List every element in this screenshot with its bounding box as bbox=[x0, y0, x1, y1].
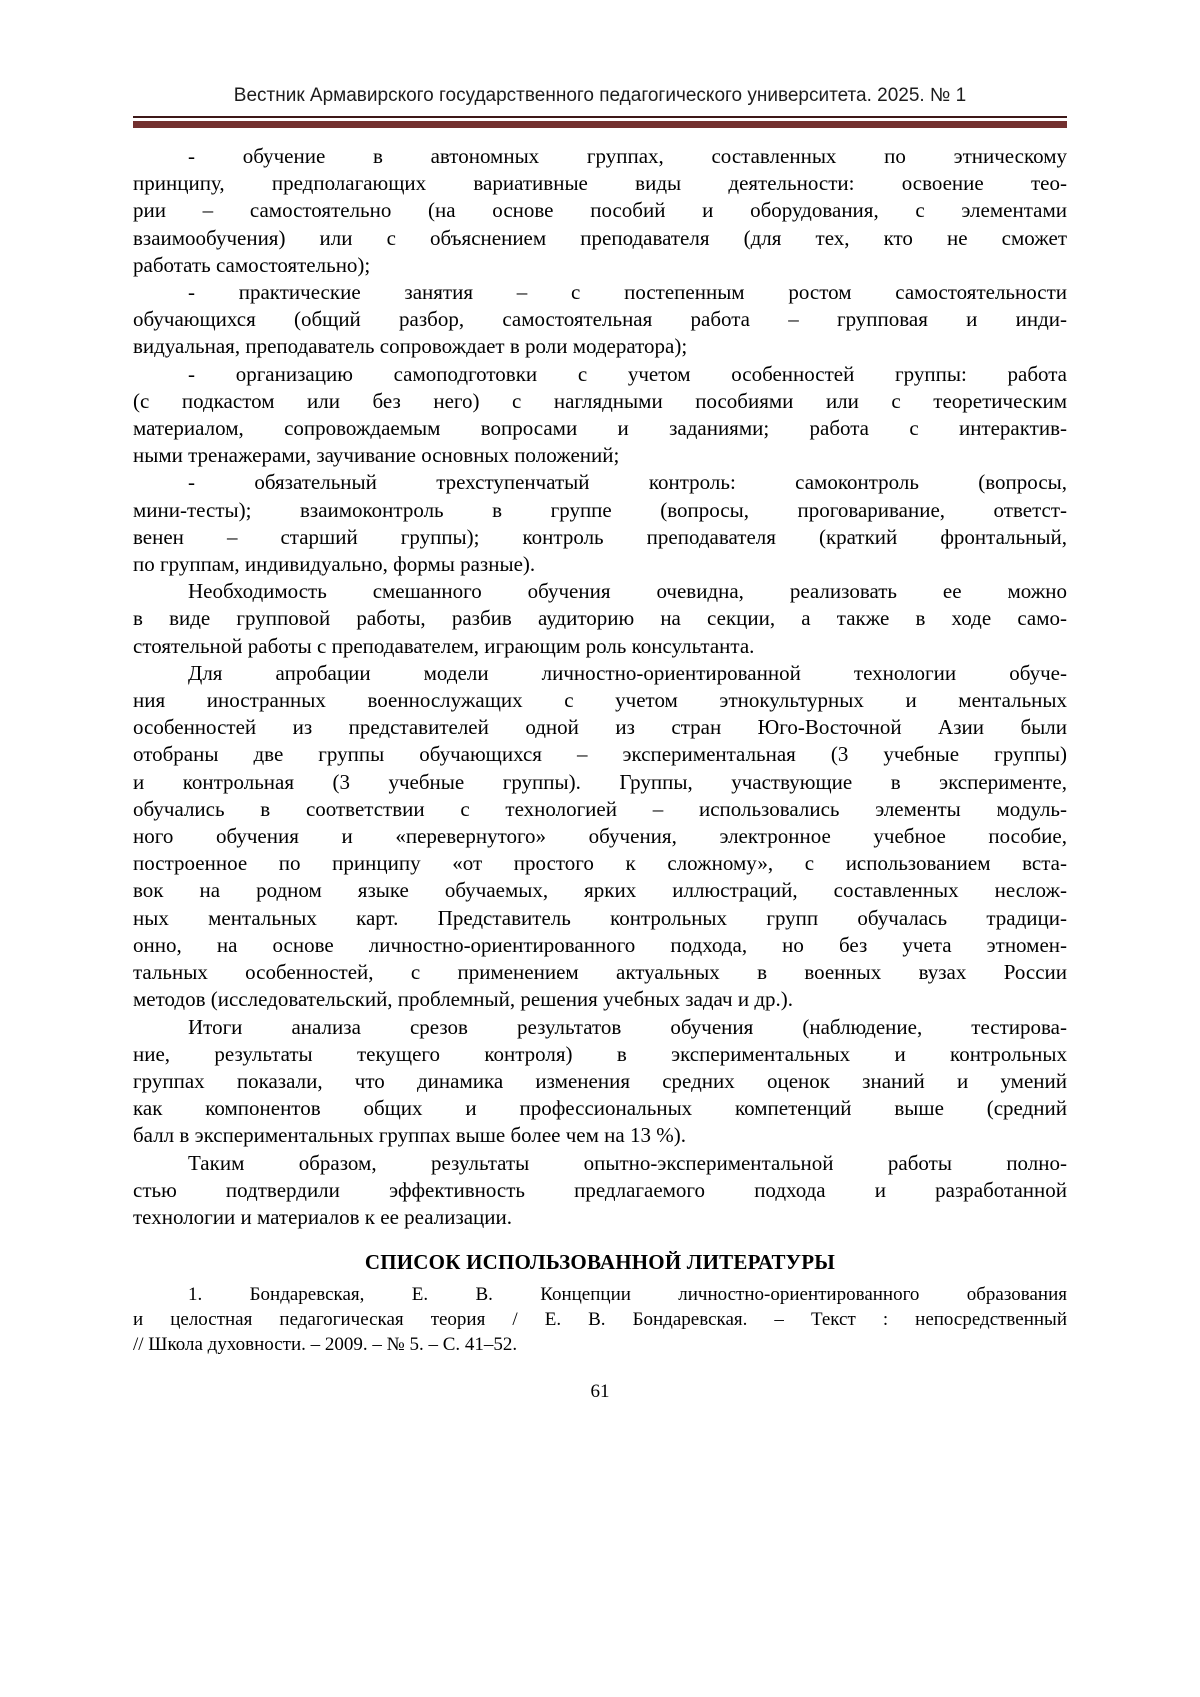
text-line: венен – старший группы); контроль преподавателя (краткий фронтальный, bbox=[133, 524, 1067, 549]
text-line: Для апробации модели личностно-ориентированной технологии обуче- bbox=[188, 660, 1067, 685]
text-line: особенностей из представителей одной из стран Юго-Восточной Азии были bbox=[133, 715, 1067, 740]
text-line: обучающихся (общий разбор, самостоятельная работа – групповая и инди- bbox=[133, 307, 1067, 332]
text-line: материалом, сопровождаемым вопросами и заданиями; работа с интерактив- bbox=[133, 416, 1067, 441]
article-body bbox=[133, 143, 1067, 1231]
page-header bbox=[133, 85, 1067, 128]
journal-title: Вестник Армавирского государственного педагогического университета. 2025. № 1 bbox=[233, 85, 967, 106]
bibliography-item bbox=[133, 1282, 1067, 1357]
text-line: балл в экспериментальных группах выше более чем на 13 %). bbox=[133, 1123, 686, 1148]
text-line: принципу, предполагающих вариативные виды деятельности: освоение тео- bbox=[133, 171, 1067, 196]
body-paragraph bbox=[133, 143, 1067, 279]
body-paragraph bbox=[133, 660, 1067, 1014]
text-line: вок на родном языке обучаемых, ярких иллюстраций, составленных неслож- bbox=[133, 878, 1067, 903]
text-line: (с подкастом или без него) с наглядными пособиями или с теоретическим bbox=[133, 388, 1067, 413]
text-line: мини-тесты); взаимоконтроль в группе (вопросы, проговаривание, ответст- bbox=[133, 497, 1067, 522]
text-line: // Школа духовности. – 2009. – № 5. – С. 41–52. bbox=[133, 1334, 518, 1356]
text-line: группах показали, что динамика изменения средних оценок знаний и умений bbox=[133, 1068, 1067, 1093]
text-line: взаимообучения) или с объяснением преподавателя (для тех, кто не сможет bbox=[133, 225, 1067, 250]
body-paragraph bbox=[133, 1014, 1067, 1150]
text-line: - обучение в автономных группах, составленных по этническому bbox=[188, 144, 1067, 168]
text-line: технологии и материалов к ее реализации. bbox=[133, 1204, 513, 1229]
text-line: и контрольная (3 учебные группы). Группы, участвующие в эксперименте, bbox=[133, 769, 1067, 794]
text-line: по группам, индивидуально, формы разные). bbox=[133, 552, 536, 577]
text-line: Необходимость смешанного обучения очевидна, реализовать ее можно bbox=[188, 579, 1067, 604]
text-line: ние, результаты текущего контроля) в экспериментальных и контрольных bbox=[133, 1041, 1067, 1066]
text-line: - обязательный трехступенчатый контроль: самоконтроль (вопросы, bbox=[188, 470, 1067, 495]
body-paragraph bbox=[133, 279, 1067, 361]
text-line: ния иностранных военнослужащих с учетом этнокультурных и ментальных bbox=[133, 688, 1067, 713]
text-line: работать самостоятельно); bbox=[133, 252, 371, 277]
text-line: в виде групповой работы, разбив аудиторию на секции, а также в ходе само- bbox=[133, 606, 1067, 631]
text-line: Таким образом, результаты опытно-экспериментальной работы полно- bbox=[188, 1150, 1067, 1175]
body-paragraph bbox=[133, 1150, 1067, 1232]
page-number: 61 bbox=[590, 1381, 610, 1403]
text-line: стоятельной работы с преподавателем, играющим роль консультанта. bbox=[133, 633, 755, 658]
text-line: отобраны две группы обучающихся – экспериментальная (3 учебные группы) bbox=[133, 742, 1067, 767]
text-line: Итоги анализа срезов результатов обучения (наблюдение, тестирова- bbox=[188, 1014, 1067, 1039]
body-paragraph bbox=[133, 578, 1067, 660]
text-line: рии – самостоятельно (на основе пособий и оборудования, с элементами bbox=[133, 198, 1067, 223]
text-line: ного обучения и «перевернутого» обучения, электронное учебное пособие, bbox=[133, 824, 1067, 849]
text-line: обучались в соответствии с технологией – использовались элементы модуль- bbox=[133, 796, 1067, 821]
text-line: видуальная, преподаватель сопровождает в роли модератора); bbox=[133, 334, 688, 359]
body-paragraph bbox=[133, 361, 1067, 470]
text-line: - организацию самоподготовки с учетом особенностей группы: работа bbox=[188, 361, 1067, 386]
text-line: 1. Бондаревская, Е. В. Концепции личностно-ориентированного образования bbox=[188, 1284, 1067, 1306]
text-line: построенное по принципу «от простого к сложному», с использованием вста- bbox=[133, 851, 1067, 876]
text-line: ных ментальных карт. Представитель контрольных групп обучалась традици- bbox=[133, 905, 1067, 930]
body-paragraph bbox=[133, 469, 1067, 578]
text-line: и целостная педагогическая теория / Е. В. Бондаревская. – Текст : непосредственный bbox=[133, 1309, 1067, 1331]
bibliography-heading: СПИСОК ИСПОЛЬЗОВАННОЙ ЛИТЕРАТУРЫ bbox=[364, 1250, 836, 1275]
header-rule-thick bbox=[133, 121, 1067, 128]
text-line: - практические занятия – с постепенным ростом самостоятельности bbox=[188, 280, 1067, 305]
text-line: как компонентов общих и профессиональных компетенций выше (средний bbox=[133, 1096, 1067, 1121]
text-line: ными тренажерами, заучивание основных положений; bbox=[133, 443, 620, 468]
header-rule-thin bbox=[133, 116, 1067, 118]
text-line: тальных особенностей, с применением актуальных в военных вузах России bbox=[133, 960, 1067, 985]
bibliography-list bbox=[133, 1282, 1067, 1357]
text-line: методов (исследовательский, проблемный, решения учебных задач и др.). bbox=[133, 987, 794, 1012]
text-line: онно, на основе личностно-ориентированного подхода, но без учета этномен- bbox=[133, 932, 1067, 957]
text-line: стью подтвердили эффективность предлагаемого подхода и разработанной bbox=[133, 1177, 1067, 1202]
